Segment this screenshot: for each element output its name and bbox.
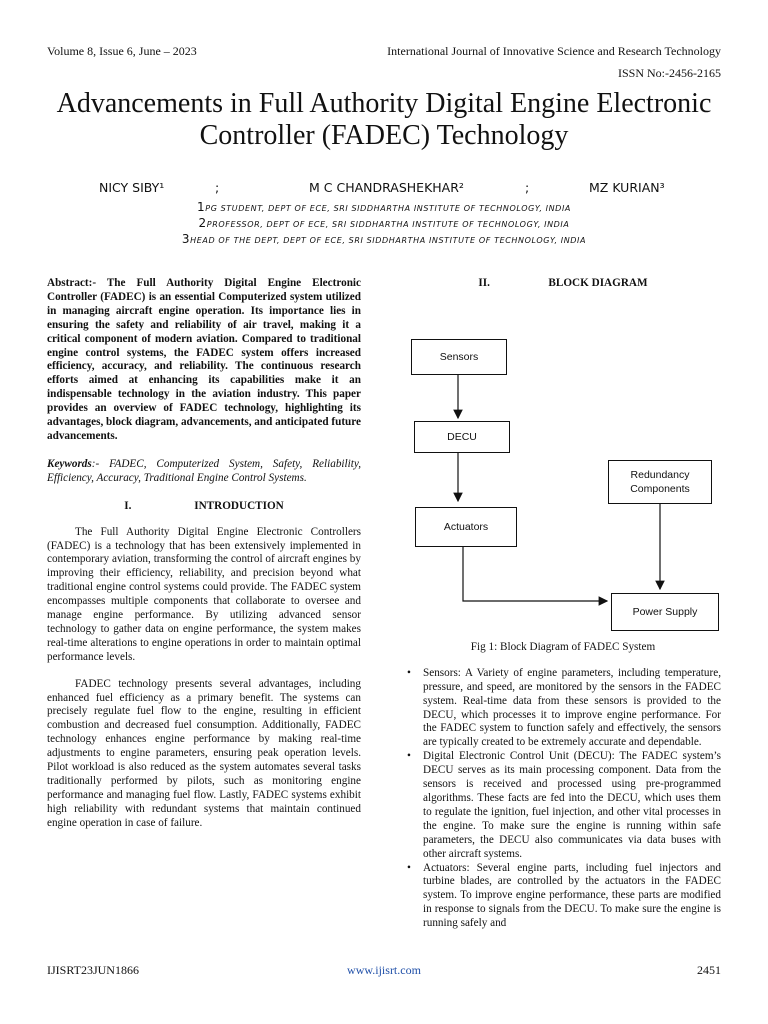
paper-title: Advancements in Full Authority Digital Engine Electronic Controller (FADEC) Technology — [56, 88, 712, 151]
power-supply-block: Power Supply — [611, 593, 719, 631]
decu-block: DECU — [414, 421, 510, 453]
affiliation-3 — [0, 232, 768, 246]
intro-paragraph-1: The Full Authority Digital Engine Electronic Controllers (FADEC) is a technology that has been extensively implemented in contemporary aviation, transforming the control of aircraft engines by improving their efficiency, reliability, and precision beyond what traditional engine control systems could provide. The FADEC system encompasses multiple components that collaborate to oversee and manage engine performance. By utilizing advanced sensor technology to gather data on engine performance, the system makes real-time alterations to engine operations in order to maintain optimal performance levels. — [47, 525, 361, 663]
affiliation-number: 2 — [198, 216, 207, 230]
block-diagram — [405, 307, 721, 637]
author-separator: ; — [215, 180, 220, 195]
keywords-label: Keywords — [47, 457, 92, 470]
section-title: INTRODUCTION — [194, 499, 284, 512]
affiliation-1 — [0, 200, 768, 214]
redundancy-label-line-1: Redundancy — [630, 468, 690, 481]
paper-code: IJISRT23JUN1866 — [47, 963, 139, 977]
sensors-block: Sensors — [411, 339, 507, 375]
abstract: Abstract:- The Full Authority Digital Engine Electronic Controller (FADEC) is an essential Computerized system utilized in managing aircraft engine operation. Its importance lies in ensuring the safety and reliability of air travel, making it a critical component of modern aviation. Compared to traditional engine control systems, the FADEC system offers increased efficiency, accuracy, and reliability. The continuous research efforts aimed at enhancing its capabilities make it an indispensable technology in the aviation industry. This paper provides an overview of FADEC technology, highlighting its advantages, block diagram, advancements, and anticipated future advancements. — [47, 277, 361, 442]
affiliation-text: PROFESSOR, DEPT OF ECE, SRI SIDDHARTHA INSTITUTE OF TECHNOLOGY, INDIA — [206, 220, 570, 229]
arrow-actuators-to-power-supply — [463, 547, 607, 601]
affiliation-number: 1 — [197, 200, 206, 214]
bullet-actuators: • Actuators: Several engine parts, including fuel injectors and turbine blades, are controlled by the actuators in the FADEC system. To improve engine performance, these parts are modified in response to signals from the DECU. To make sure the engine is running safely and — [423, 862, 721, 932]
redundancy-label-line-2: Components — [630, 482, 690, 495]
section-number: II. — [478, 277, 490, 289]
intro-paragraph-2: FADEC technology presents several advantages, including enhanced fuel efficiency as a primary benefit. The systems can precisely regulate fuel flow to the engine, resulting in efficient combustion and decreased fuel consumption. Additionally, FADEC technology enhances engine performance by making real-time adjustments to engine parameters, ensuring peak operation levels. Pilot workload is also reduced as the system automates several tasks traditionally performed by pilots, such as monitoring engine performance and managing fuel flow. Lastly, FADEC systems exhibit high reliability with redundant systems that maintain continued engine operation in case of failure. — [47, 677, 361, 829]
journal-website-link[interactable]: www.ijisrt.com — [347, 963, 421, 977]
actuators-block: Actuators — [415, 507, 517, 547]
affiliation-number: 3 — [181, 232, 191, 246]
section-title: BLOCK DIAGRAM — [548, 277, 648, 289]
component-bullet-list — [405, 667, 721, 931]
right-column — [405, 277, 721, 931]
issn: ISSN No:-2456-2165 — [617, 66, 721, 80]
keywords — [47, 458, 361, 486]
left-column — [47, 277, 361, 844]
affiliation-2 — [0, 216, 768, 230]
bullet-sensors: • Sensors: A Variety of engine parameters, including temperature, pressure, and speed, are monitored by the sensors in the FADEC system. Real-time data from these sensors is provided to the DECU, which processes it to improve engine performance. For the FADEC system to function safely and effectively, the sensors are typically created to be extremely accurate and dependable. — [423, 667, 721, 750]
affiliation-text: HEAD OF THE DEPT, DEPT OF ECE, SRI SIDDHARTHA INSTITUTE OF TECHNOLOGY, INDIA — [190, 236, 587, 245]
bullet-decu: • Digital Electronic Control Unit (DECU): The FADEC system’s DECU serves as its main processing component. Data from the sensors is received and processed using pre-programmed algorithms. These facts are fed into the DECU, which uses them to regulate the ignition, fuel injection, and other vital processes in the engine. To make sure the engine is running within safe parameters, the DECU also communicates via data buses with other aircraft systems. — [423, 750, 721, 861]
volume-issue: Volume 8, Issue 6, June – 2023 — [47, 44, 197, 58]
author-separator: ; — [525, 180, 530, 195]
section-number: I. — [124, 499, 132, 512]
journal-name: International Journal of Innovative Science and Research Technology — [387, 44, 721, 58]
section-heading-block-diagram — [405, 277, 721, 291]
keywords-text: :- FADEC, Computerized System, Safety, Reliability, Efficiency, Accuracy, Traditional Engine Control Systems. — [47, 457, 361, 484]
affiliation-text: PG STUDENT, DEPT OF ECE, SRI SIDDHARTHA INSTITUTE OF TECHNOLOGY, INDIA — [205, 204, 571, 213]
redundancy-components-block — [608, 460, 712, 504]
section-heading-introduction — [47, 500, 361, 514]
author-3: MZ KURIAN³ — [589, 180, 665, 195]
author-1: NICY SIBY¹ — [99, 180, 165, 195]
author-2: M C CHANDRASHEKHAR² — [309, 180, 464, 195]
page-number: 2451 — [697, 963, 721, 977]
figure-caption: Fig 1: Block Diagram of FADEC System — [470, 640, 656, 653]
